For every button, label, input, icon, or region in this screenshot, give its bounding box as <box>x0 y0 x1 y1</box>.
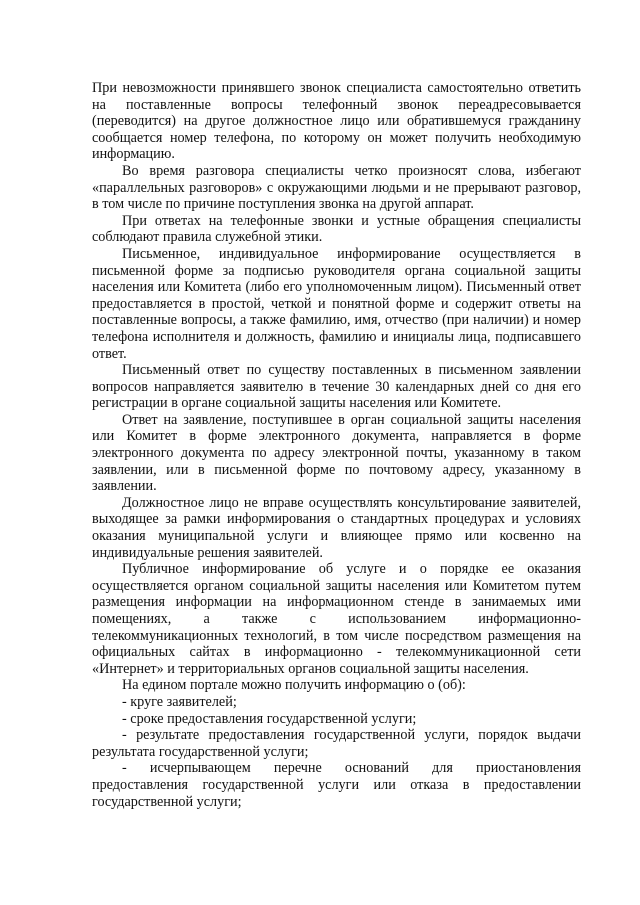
paragraph-electronic-answer: Ответ на заявление, поступившее в орган социальной защиты населения или Комитет в форме электронного документа, направляется в форме электронного документа по адресу электронной почты, указанному в таком заявлении, или в письменной форме по почтовому адресу, указанному в заявлении. <box>92 411 581 495</box>
paragraph-redirect-call: При невозможности принявшего звонок специалиста самостоятельно ответить на поставленные вопросы телефонный звонок переадресовывается (переводится) на другое должностное лицо или обратившемуся гражданину сообщается номер телефона, по которому он может получить необходимую информацию. <box>92 80 581 163</box>
paragraph-conversation-rules: Во время разговора специалисты четко произносят слова, избегают «параллельных разговоров» с окружающими людьми и не прерывают разговор, в том числе по причине поступления звонка на другой аппарат. <box>92 162 581 213</box>
document-page <box>92 80 581 810</box>
paragraph-service-ethics: При ответах на телефонные звонки и устные обращения специалисты соблюдают правила служебной этики. <box>92 212 581 246</box>
paragraph-written-informing: Письменное, индивидуальное информирование осуществляется в письменной форме за подписью руководителя органа социальной защиты населения или Комитета (либо его уполномоченным лицом). Письменный ответ предоставляется в простой, четкой и понятной форме и содержит ответы на поставленные вопросы, а также фамилию, имя, отчество (при наличии) и номер телефона исполнителя и должность, фамилию и инициалы лица, подписавшего ответ. <box>92 245 581 362</box>
paragraph-consulting-limits: Должностное лицо не вправе осуществлять консультирование заявителей, выходящее за рамки информирования о стандартных процедурах и условиях оказания муниципальной услуги и влияющее прямо или косвенно на индивидуальные решения заявителей. <box>92 494 581 561</box>
paragraph-portal-info: На едином портале можно получить информацию о (об): <box>122 677 466 694</box>
list-item-service-result: - результате предоставления государственной услуги, порядок выдачи результата государственной услуги; <box>92 727 581 760</box>
list-item-applicants: - круге заявителей; <box>122 693 237 710</box>
list-item-service-term: - сроке предоставления государственной услуги; <box>122 710 417 727</box>
list-item-grounds-refusal: - исчерпывающем перечне оснований для приостановления предоставления государственной услуги или отказа в предоставлении государственной услуги; <box>92 760 581 810</box>
paragraph-public-informing: Публичное информирование об услуге и о порядке ее оказания осуществляется органом социальной защиты населения или Комитетом путем размещения информации на информационном стенде в занимаемых ими помещениях, а также с использованием информационно-телекоммуникационных технологий, в том числе посредством размещения на официальных сайтах в информационно - телекоммуникационной сети «Интернет» и территориальных органов социальной защиты населения. <box>92 561 581 677</box>
paragraph-written-answer-term: Письменный ответ по существу поставленных в письменном заявлении вопросов направляется заявителю в течение 30 календарных дней со дня его регистрации в органе социальной защиты населения или Комитете. <box>92 362 581 412</box>
